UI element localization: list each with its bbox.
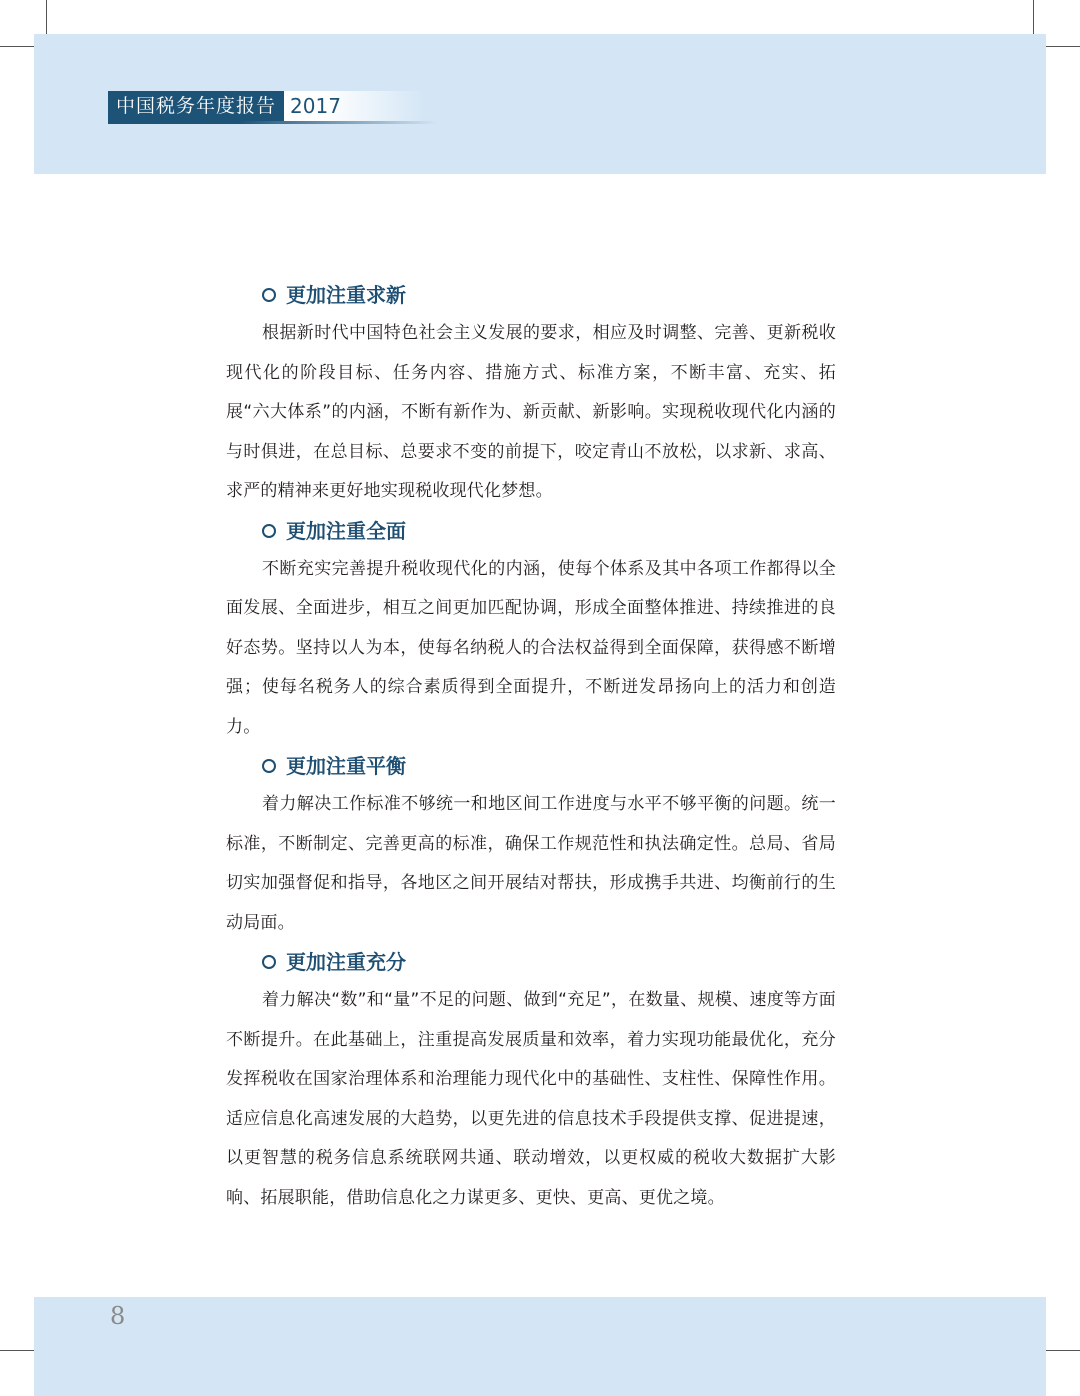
report-year: 2017 [284,91,424,121]
section-paragraph: 着力解决工作标准不够统一和地区间工作进度与水平不够平衡的问题。统一标准，不断制定、完善更高的标准，确保工作规范性和执法确定性。总局、省局切实加强督促和指导，各地区之间开展结对帮扶，形成携手共进、均衡前行的生动局面。 [226,794,836,933]
section-comprehensive [226,512,836,748]
section-innovation [226,276,836,512]
crop-mark [1046,1350,1080,1351]
section-heading-text: 更加注重充分 [286,950,406,974]
running-header [108,91,424,121]
crop-mark [0,1350,34,1351]
section-paragraph: 不断充实完善提升税收现代化的内涵，使每个体系及其中各项工作都得以全面发展、全面进步，相互之间更加匹配协调，形成全面整体推进、持续推进的良好态势。坚持以人为本，使每名纳税人的合法权益得到全面保障，获得感不断增强；使每名税务人的综合素质得到全面提升，不断迸发昂扬向上的活力和创造力。 [226,558,836,737]
section-heading-text: 更加注重全面 [286,518,406,543]
section-paragraph: 根据新时代中国特色社会主义发展的要求，相应及时调整、完善、更新税收现代化的阶段目标、任务内容、措施方式、标准方案，不断丰富、充实、拓展“六大体系”的内涵，不断有新作为、新贡献、新影响。实现税收现代化内涵的与时俱进，在总目标、总要求不变的前提下，咬定青山不放松，以求新、求高、求严的精神来更好地实现税收现代化梦想。 [226,323,836,501]
section-heading-text: 更加注重平衡 [286,754,406,778]
circle-bullet-icon [262,955,276,969]
section-sufficiency [226,943,836,1218]
circle-bullet-icon [262,524,276,538]
report-title: 中国税务年度报告 [108,91,284,121]
section-balance [226,747,836,943]
crop-mark [1046,46,1080,47]
crop-mark [46,0,47,34]
section-heading [226,512,836,550]
page-number: 8 [110,1302,126,1330]
crop-mark [0,46,34,47]
section-heading [226,747,836,785]
crop-mark [1033,0,1034,34]
section-heading-text: 更加注重求新 [286,283,406,307]
section-heading [226,943,836,981]
header-rule [108,121,438,124]
page-content [226,276,836,1218]
footer-band [34,1297,1046,1396]
section-heading [226,276,836,314]
circle-bullet-icon [262,288,276,302]
section-paragraph: 着力解决“数”和“量”不足的问题、做到“充足”，在数量、规模、速度等方面不断提升。在此基础上，注重提高发展质量和效率，着力实现功能最优化，充分发挥税收在国家治理体系和治理能力现代化中的基础性、支柱性、保障性作用。适应信息化高速发展的大趋势，以更先进的信息技术手段提供支撑、促进提速，以更智慧的税务信息系统联网共通、联动增效，以更权威的税收大数据扩大影响、拓展职能，借助信息化之力谋更多、更快、更高、更优之境。 [226,990,836,1208]
circle-bullet-icon [262,759,276,773]
